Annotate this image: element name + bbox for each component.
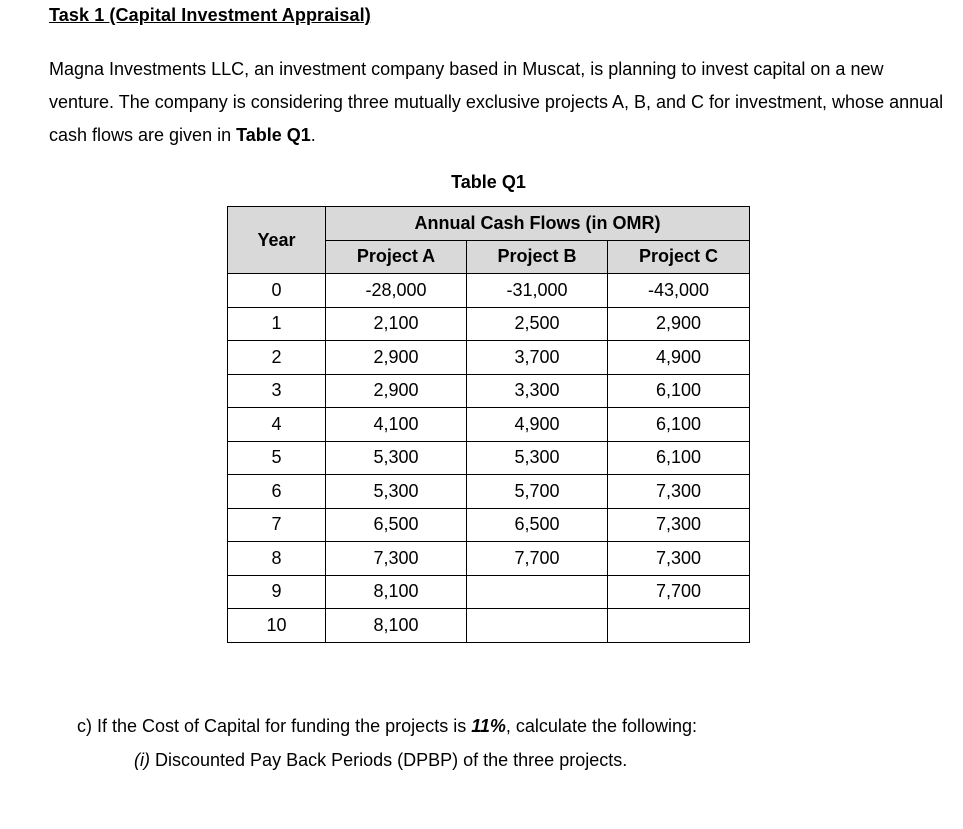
subquestion-label: (i): [134, 750, 150, 770]
project-b-cell: [467, 609, 608, 643]
table-row: [228, 441, 750, 475]
table-row: [228, 307, 750, 341]
year-cell: 5: [228, 441, 326, 475]
table-row: [228, 274, 750, 308]
project-a-cell: 2,100: [326, 307, 467, 341]
subquestion-i: [134, 750, 627, 771]
project-b-cell: 2,500: [467, 307, 608, 341]
year-cell: 8: [228, 542, 326, 576]
year-cell: 4: [228, 408, 326, 442]
project-b-cell: -31,000: [467, 274, 608, 308]
project-c-header: Project C: [608, 240, 750, 274]
project-a-cell: 8,100: [326, 575, 467, 609]
project-c-cell: [608, 609, 750, 643]
table-caption: Table Q1: [451, 172, 526, 192]
year-cell: 0: [228, 274, 326, 308]
project-b-cell: 5,300: [467, 441, 608, 475]
intro-text: Magna Investments LLC, an investment company based in Muscat, is planning to invest capital on a new venture. The company is considering three mutually exclusive projects A, B, and C for investment, whose annual cash flows are given in: [49, 59, 944, 145]
year-header: Year: [228, 207, 326, 274]
table-body: [228, 274, 750, 643]
project-c-cell: -43,000: [608, 274, 750, 308]
project-b-cell: 3,700: [467, 341, 608, 375]
project-c-cell: 7,300: [608, 508, 750, 542]
cost-of-capital-rate: 11%: [471, 716, 506, 736]
task-title: Task 1 (Capital Investment Appraisal): [49, 5, 371, 25]
project-a-cell: 5,300: [326, 441, 467, 475]
year-cell: 7: [228, 508, 326, 542]
table-row: [228, 575, 750, 609]
project-b-cell: 4,900: [467, 408, 608, 442]
project-a-cell: 7,300: [326, 542, 467, 576]
question-suffix: , calculate the following:: [505, 716, 698, 736]
project-b-cell: [467, 575, 608, 609]
project-c-cell: 6,100: [608, 441, 750, 475]
project-c-cell: 4,900: [608, 341, 750, 375]
project-c-cell: 7,700: [608, 575, 750, 609]
table-row: [228, 341, 750, 375]
table-row: [228, 374, 750, 408]
project-b-header: Project B: [467, 240, 608, 274]
year-cell: 10: [228, 609, 326, 643]
project-c-cell: 6,100: [608, 408, 750, 442]
project-a-header: Project A: [326, 240, 467, 274]
project-c-cell: 7,300: [608, 542, 750, 576]
project-a-cell: 6,500: [326, 508, 467, 542]
table-row: [228, 609, 750, 643]
project-a-cell: 5,300: [326, 475, 467, 509]
annual-cash-flows-header: Annual Cash Flows (in OMR): [326, 207, 750, 241]
year-cell: 6: [228, 475, 326, 509]
project-b-cell: 3,300: [467, 374, 608, 408]
project-b-cell: 6,500: [467, 508, 608, 542]
subquestion-text: Discounted Pay Back Periods (DPBP) of the three projects.: [150, 750, 628, 770]
project-a-cell: 4,100: [326, 408, 467, 442]
question-c: [77, 716, 697, 737]
table-row: [228, 475, 750, 509]
cash-flow-table: [227, 206, 750, 643]
year-cell: 3: [228, 374, 326, 408]
project-c-cell: 6,100: [608, 374, 750, 408]
project-c-cell: 2,900: [608, 307, 750, 341]
project-a-cell: -28,000: [326, 274, 467, 308]
project-b-cell: 5,700: [467, 475, 608, 509]
year-cell: 9: [228, 575, 326, 609]
table-row: [228, 408, 750, 442]
project-a-cell: 2,900: [326, 374, 467, 408]
project-a-cell: 2,900: [326, 341, 467, 375]
project-c-cell: 7,300: [608, 475, 750, 509]
table-row: [228, 508, 750, 542]
intro-paragraph: [49, 53, 949, 152]
year-cell: 1: [228, 307, 326, 341]
project-b-cell: 7,700: [467, 542, 608, 576]
intro-end: .: [310, 125, 316, 145]
question-prefix: c) If the Cost of Capital for funding the projects is: [77, 716, 472, 736]
table-row: [228, 542, 750, 576]
project-a-cell: 8,100: [326, 609, 467, 643]
year-cell: 2: [228, 341, 326, 375]
intro-table-ref: Table Q1: [236, 125, 311, 145]
